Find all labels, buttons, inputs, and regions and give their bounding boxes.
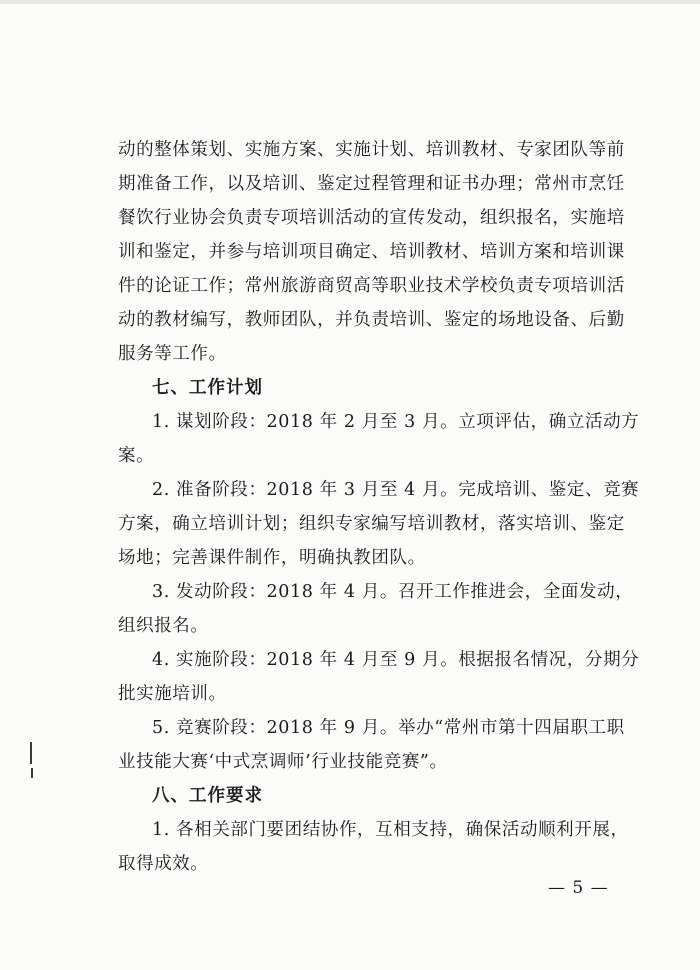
- section-heading-work-plan: 七、工作计划: [152, 378, 263, 398]
- plan-item-2-continued: 方案，确立培训计划；组织专家编写培训教材，落实培训、鉴定: [118, 514, 625, 534]
- plan-item-3-continued: 组织报名。: [118, 616, 209, 636]
- body-line: 训和鉴定，并参与培训项目确定、培训教材、培训方案和培训课: [118, 242, 625, 262]
- binding-mark: [31, 768, 33, 778]
- body-line: 件的论证工作；常州旅游商贸高等职业技术学校负责专项培训活: [118, 276, 625, 296]
- plan-item-5-continued: 业技能大赛‘中式烹调师’行业技能竞赛”。: [118, 752, 448, 772]
- plan-item-4: 4. 实施阶段：2018 年 4 月至 9 月。根据报名情况，分期分: [152, 650, 640, 670]
- plan-item-2-continued: 场地；完善课件制作，明确执教团队。: [118, 548, 426, 568]
- plan-item-5: 5. 竞赛阶段：2018 年 9 月。举办“常州市第十四届职工职: [152, 718, 625, 738]
- binding-mark: [30, 742, 32, 764]
- body-line: 餐饮行业协会负责专项培训活动的宣传发动，组织报名，实施培: [118, 208, 625, 228]
- section-heading-work-requirements: 八、工作要求: [152, 786, 263, 806]
- body-line: 服务等工作。: [118, 344, 227, 364]
- plan-item-1-continued: 案。: [118, 446, 155, 466]
- plan-item-1: 1. 谋划阶段：2018 年 2 月至 3 月。立项评估，确立活动方: [152, 412, 640, 432]
- requirement-item-1-continued: 取得成效。: [118, 854, 209, 874]
- body-line: 动的教材编写，教师团队，并负责培训、鉴定的场地设备、后勤: [118, 310, 625, 330]
- body-line: 期准备工作，以及培训、鉴定过程管理和证书办理；常州市烹饪: [118, 174, 625, 194]
- plan-item-4-continued: 批实施培训。: [118, 684, 227, 704]
- page-number: — 5 —: [548, 878, 609, 898]
- page-top-edge: [0, 0, 700, 4]
- plan-item-3: 3. 发动阶段：2018 年 4 月。召开工作推进会，全面发动，: [152, 582, 634, 602]
- body-line: 动的整体策划、实施方案、实施计划、培训教材、专家团队等前: [118, 140, 625, 160]
- requirement-item-1: 1. 各相关部门要团结协作，互相支持，确保活动顺利开展，: [152, 820, 629, 840]
- plan-item-2: 2. 准备阶段：2018 年 3 月至 4 月。完成培训、鉴定、竞赛: [152, 480, 640, 500]
